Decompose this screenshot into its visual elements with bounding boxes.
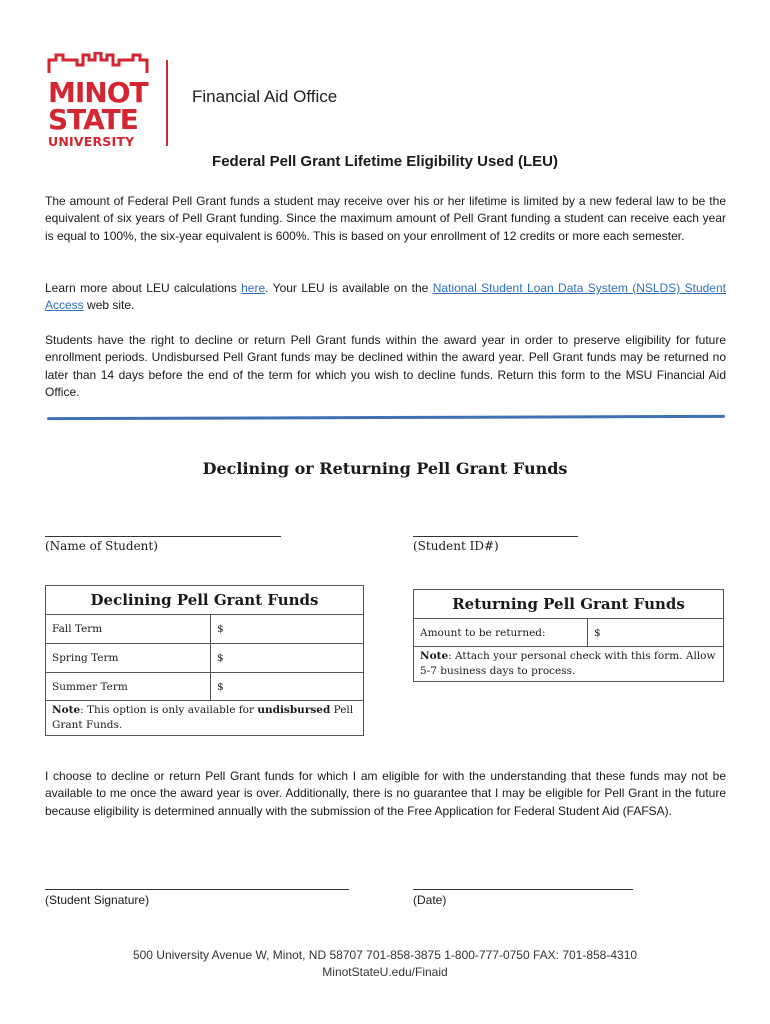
table-row: [46, 615, 364, 644]
declining-note: [46, 701, 364, 736]
table-row: [46, 673, 364, 701]
logo-word-university: UNIVERSITY: [48, 134, 135, 149]
acknowledgement-paragraph: I choose to decline or return Pell Grant funds for which I am eligible for with the understanding that these funds may not be available to me once the award year is over. Additionally, there is no guarantee that I may be eligible for Pell Grant in the future because eligibility is determined annually with the submission of the Free Application for Federal Student Aid (FAFSA).: [45, 769, 726, 818]
section-title: Declining or Returning Pell Grant Funds: [202, 459, 568, 478]
returning-note-text: : Attach your personal check with this form. Allow 5-7 business days to process.: [420, 650, 716, 677]
declining-table: [45, 585, 364, 736]
returning-note: [414, 647, 724, 682]
declining-note-after: Pell Grant Funds.: [52, 704, 354, 731]
nslds-link[interactable]: National Student Loan Data System (NSLDS) Student Access: [45, 281, 726, 313]
date-field-line[interactable]: [413, 889, 633, 890]
declining-heading: Declining Pell Grant Funds: [46, 586, 364, 615]
logo-word-state: STATE: [48, 103, 138, 136]
rights-paragraph: Students have the right to decline or return Pell Grant funds within the award year in order to preserve eligibility for future enrollment periods. Undisbursed Pell Grant funds may be declined within the award year. Pell Grant funds may be returned no later than 14 days before the end of the term for which you wish to decline funds. Return this form to the MSU Financial Aid Office.: [45, 333, 726, 399]
university-logo: [47, 52, 152, 150]
learn-more-paragraph: [45, 280, 726, 315]
page-title: Federal Pell Grant Lifetime Eligibility Used (LEU): [212, 153, 558, 170]
learn-more-after: web site.: [83, 298, 135, 313]
returning-table: [413, 589, 724, 682]
footer: [0, 947, 770, 981]
summer-term-amount[interactable]: $: [211, 673, 364, 701]
summer-term-label: Summer Term: [46, 673, 211, 701]
name-field-label: (Name of Student): [45, 539, 158, 553]
crown-icon: [47, 52, 149, 74]
declining-note-label: Note: [52, 704, 81, 716]
intro-paragraph: The amount of Federal Pell Grant funds a student may receive over his or her lifetime is limited by a new federal law to be the equivalent of six years of Pell Grant funding. Since the maximum amount of Pell Grant funding a student can receive each year is equal to 100%, the six-year equivalent is 600%. This is based on your enrollment of 12 credits or more each semester.: [45, 194, 726, 243]
returning-note-label: Note: [420, 650, 449, 662]
leu-here-link[interactable]: here: [241, 281, 266, 295]
signature-field-label: (Student Signature): [45, 893, 150, 907]
header-divider: [166, 60, 168, 146]
amount-returned-value[interactable]: $: [588, 619, 724, 647]
declining-note-bold: undisbursed: [257, 704, 331, 716]
date-field-label: (Date): [413, 893, 447, 907]
declining-note-text: : This option is only available for: [80, 704, 258, 716]
signature-field-line[interactable]: [45, 889, 349, 890]
logo-word-minot: MINOT: [48, 76, 148, 109]
spring-term-label: Spring Term: [46, 644, 211, 673]
section-divider: [47, 415, 725, 420]
fall-term-label: Fall Term: [46, 615, 211, 644]
fall-term-amount[interactable]: $: [211, 615, 364, 644]
learn-more-middle: . Your LEU is available on the: [265, 281, 433, 295]
footer-contact: 500 University Avenue W, Minot, ND 58707 701-858-3875 1-800-777-0750 FAX: 701-858-4310: [132, 948, 638, 962]
name-field-line[interactable]: [45, 536, 281, 537]
table-row: [46, 644, 364, 673]
student-id-field-line[interactable]: [413, 536, 578, 537]
spring-term-amount[interactable]: $: [211, 644, 364, 673]
amount-returned-label: Amount to be returned:: [414, 619, 588, 647]
learn-more-text: Learn more about LEU calculations: [45, 281, 242, 295]
office-name: Financial Aid Office: [192, 87, 338, 106]
returning-heading: Returning Pell Grant Funds: [414, 590, 724, 619]
table-row: [414, 619, 724, 647]
student-id-field-label: (Student ID#): [413, 539, 499, 553]
footer-website: MinotStateU.edu/Finaid: [322, 965, 448, 979]
